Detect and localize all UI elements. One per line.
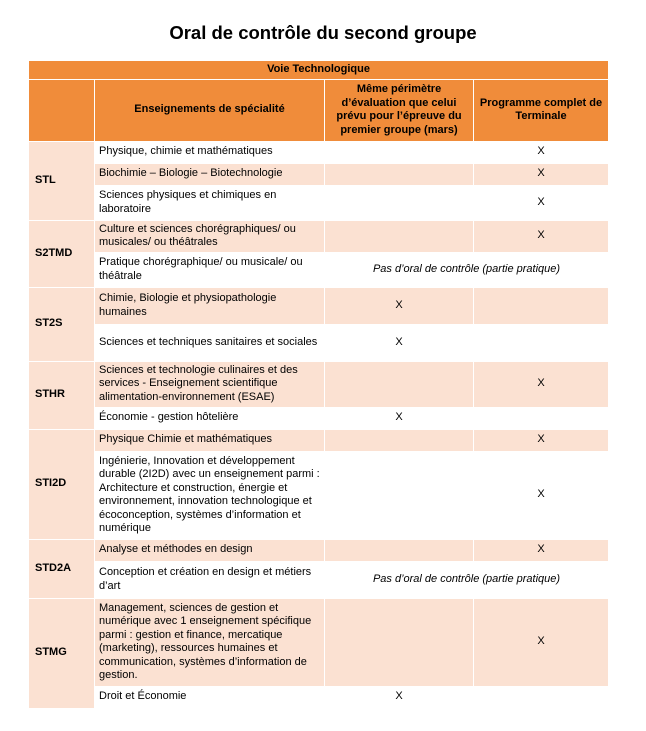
specialite-cell: Biochimie – Biologie – Biotechnologie [95,163,325,185]
track-label: STHR [29,361,95,429]
specialite-header: Enseignements de spécialité [95,79,325,141]
perimetre-cell [325,141,474,163]
perimetre-cell [325,539,474,561]
specialite-cell: Sciences et techniques sanitaires et sociales [95,324,325,361]
specialite-cell: Chimie, Biologie et physiopathologie humaines [95,287,325,324]
track-label: STI2D [29,429,95,539]
programme-cell [474,324,609,361]
no-oral-note: Pas d’oral de contrôle (partie pratique) [325,252,609,287]
perimetre-cell [325,451,474,539]
perimetre-header: Même périmètre d’évaluation que celui prévu pour l’épreuve du premier groupe (mars) [325,79,474,141]
programme-cell: X [474,185,609,220]
perimetre-cell: X [325,324,474,361]
oral-controle-table [28,60,609,709]
perimetre-cell [325,429,474,451]
specialite-cell: Management, sciences de gestion et numérique avec 1 enseignement spécifique parmi : gestion et finance, mercatique (marketing), ressources humaines et communication, systèmes d’information de gestion. [95,598,325,686]
perimetre-cell [325,185,474,220]
specialite-cell: Physique Chimie et mathématiques [95,429,325,451]
voie-header: Voie Technologique [29,61,609,80]
programme-cell: X [474,163,609,185]
programme-cell [474,407,609,429]
specialite-cell: Sciences et technologie culinaires et des services - Enseignement scientifique alimentation-environnement (ESAE) [95,361,325,407]
perimetre-cell: X [325,407,474,429]
programme-cell [474,287,609,324]
programme-cell: X [474,429,609,451]
perimetre-cell [325,220,474,252]
specialite-cell: Pratique chorégraphique/ ou musicale/ ou théâtrale [95,252,325,287]
specialite-cell: Conception et création en design et métiers d’art [95,561,325,598]
programme-cell: X [474,539,609,561]
track-label: S2TMD [29,220,95,287]
programme-cell: X [474,361,609,407]
programme-cell: X [474,141,609,163]
perimetre-cell [325,598,474,686]
programme-cell: X [474,220,609,252]
specialite-cell: Culture et sciences chorégraphiques/ ou musicales/ ou théâtrales [95,220,325,252]
perimetre-cell [325,163,474,185]
no-oral-note: Pas d’oral de contrôle (partie pratique) [325,561,609,598]
specialite-cell: Ingénierie, Innovation et développement durable (2I2D) avec un enseignement parmi : Architecture et construction, énergie et environnement, innovation technologique et écoconception, systèmes d’information et numérique [95,451,325,539]
specialite-cell: Analyse et méthodes en design [95,539,325,561]
specialite-cell: Économie - gestion hôtelière [95,407,325,429]
track-label: STL [29,141,95,220]
specialite-cell: Physique, chimie et mathématiques [95,141,325,163]
programme-cell: X [474,451,609,539]
track-label: STMG [29,598,95,708]
page-title: Oral de contrôle du second groupe [169,22,477,43]
track-header-empty [29,79,95,141]
specialite-cell: Sciences physiques et chimiques en laboratoire [95,185,325,220]
programme-cell: X [474,598,609,686]
perimetre-cell [325,361,474,407]
perimetre-cell: X [325,287,474,324]
programme-header: Programme complet de Terminale [474,79,609,141]
programme-cell [474,686,609,708]
track-label: STD2A [29,539,95,598]
specialite-cell: Droit et Économie [95,686,325,708]
perimetre-cell: X [325,686,474,708]
track-label: ST2S [29,287,95,361]
